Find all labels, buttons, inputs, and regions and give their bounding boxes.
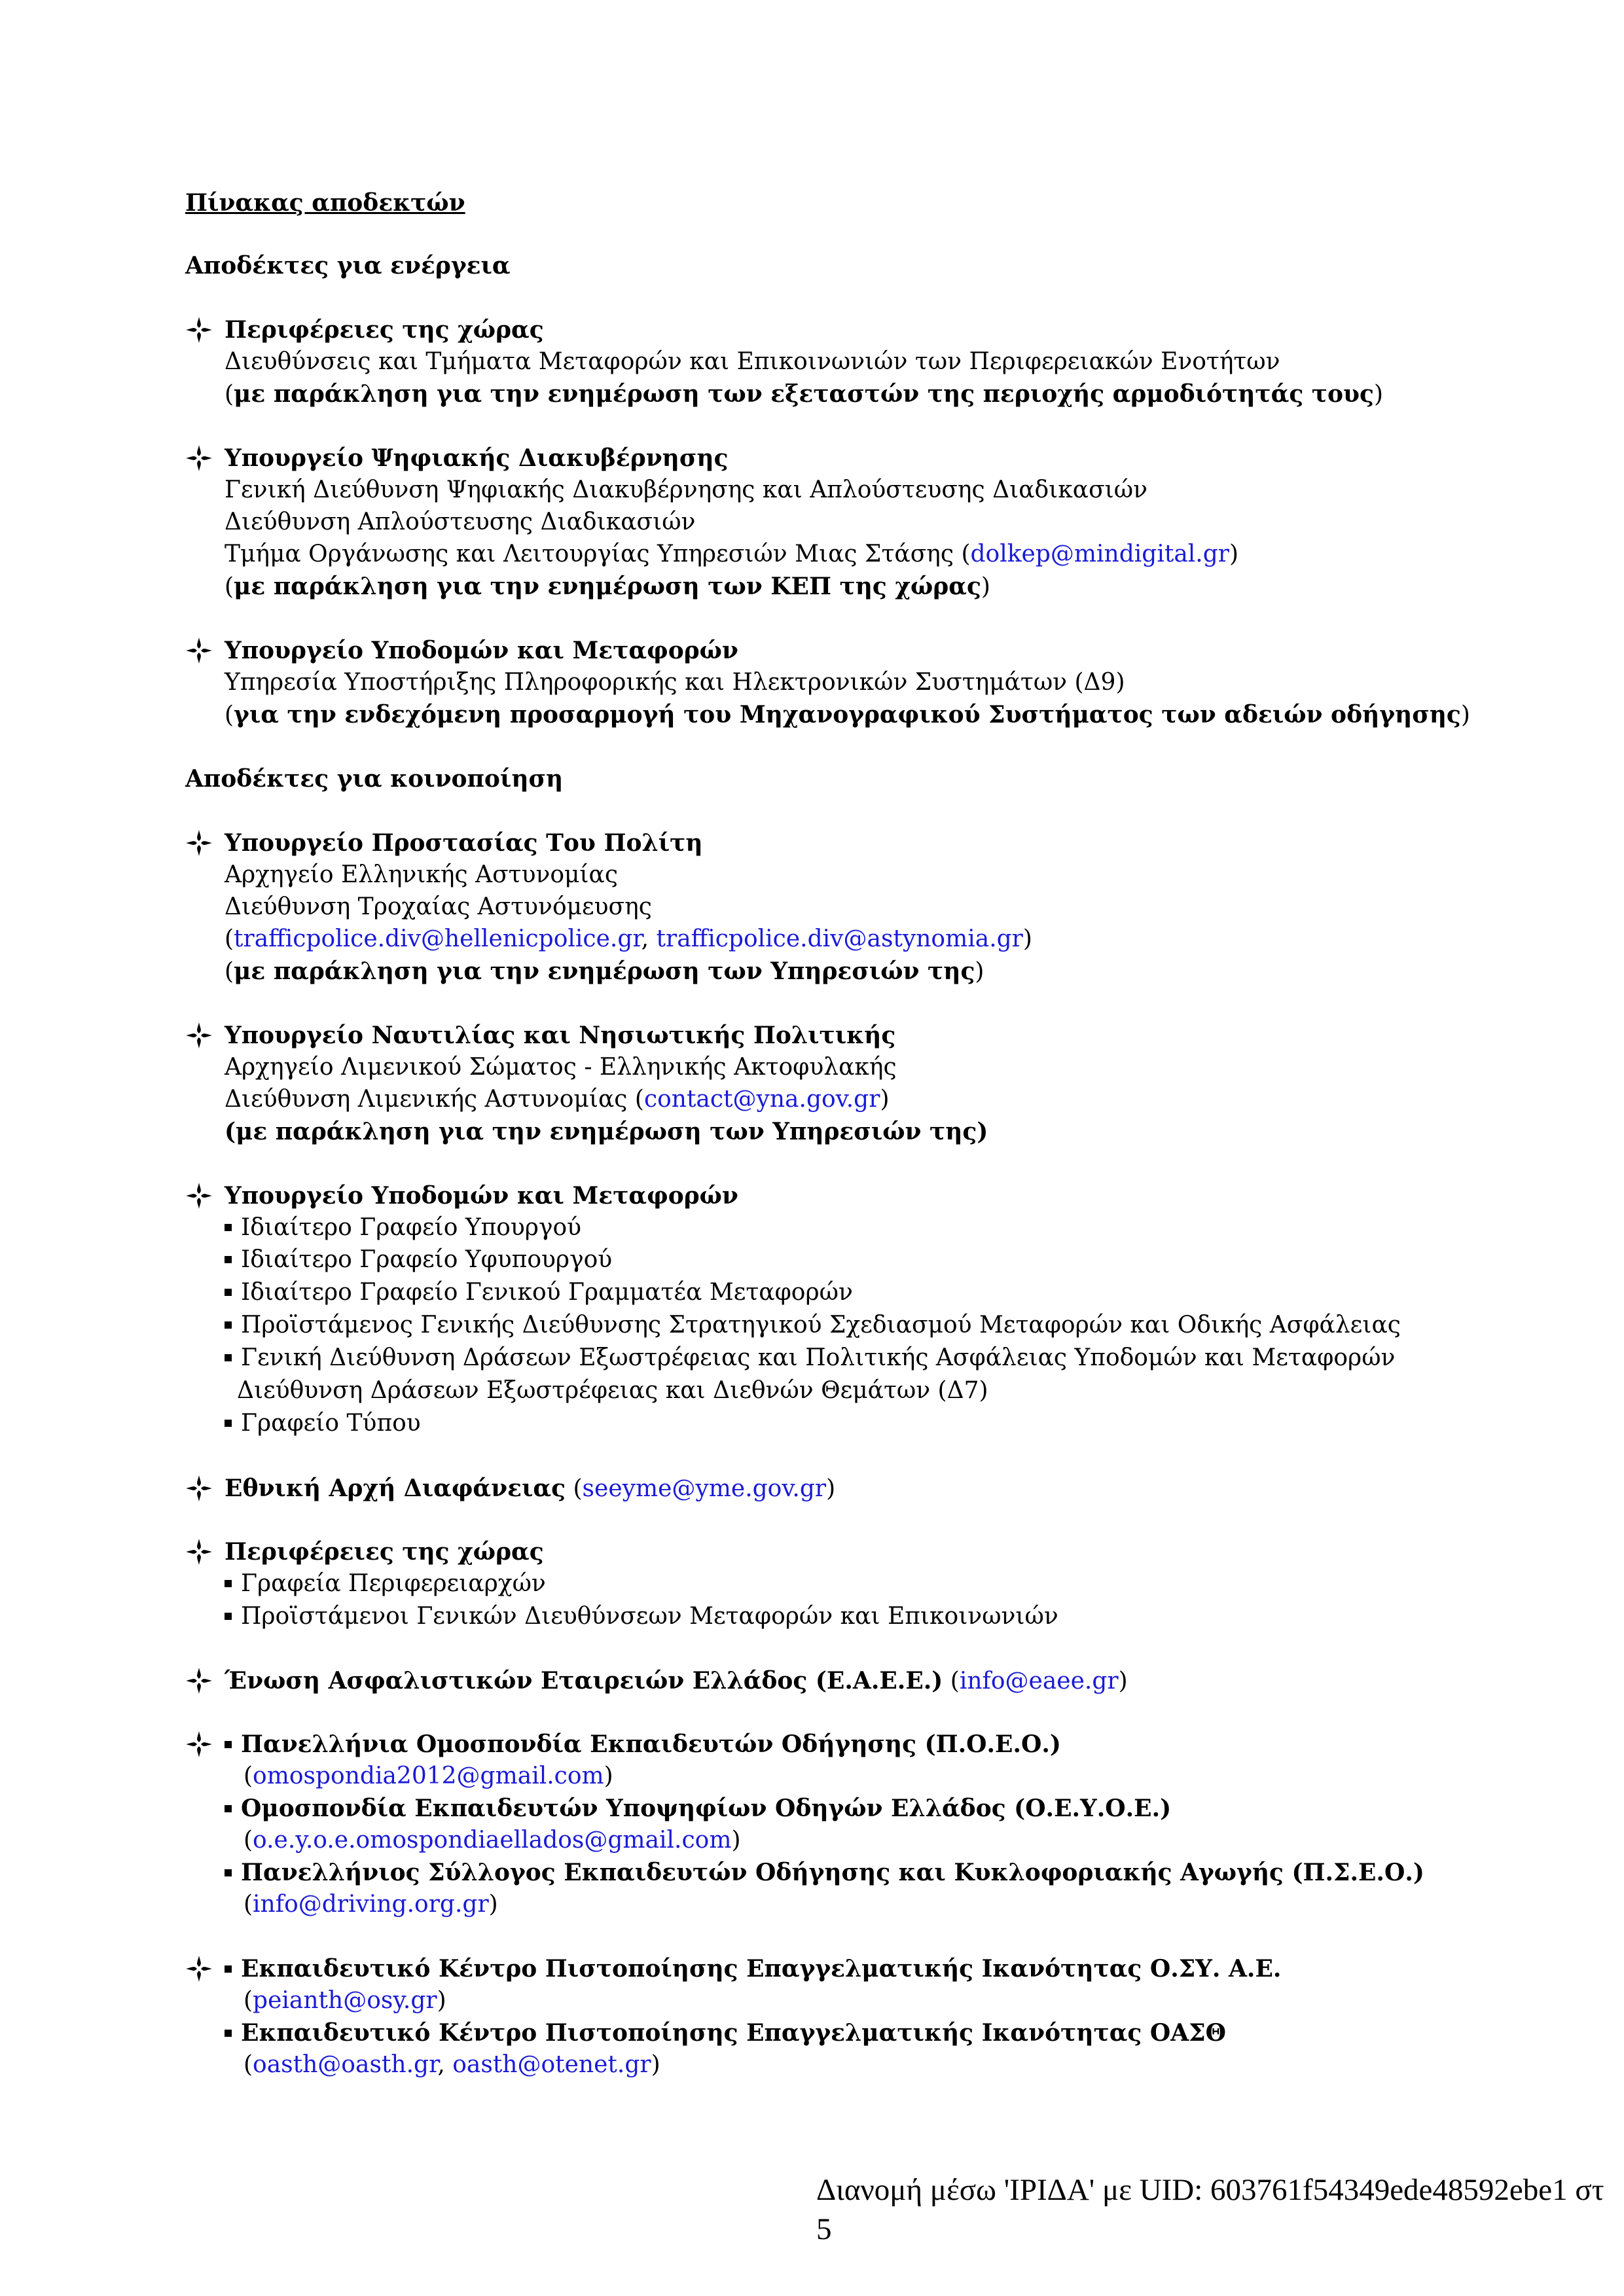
group-line: Διευθύνσεις και Τμήματα Μεταφορών και Επικοινωνιών των Περιφερειακών Ενοτήτων [225,348,1280,375]
list-item: Ιδιαίτερο Γραφείο Γενικού Γραμματέα Μεταφορών [225,1276,853,1309]
square-bullet-icon [225,1965,232,1973]
list-item: Ιδιαίτερο Γραφείο Υπουργού [225,1211,581,1244]
list-item: Ομοσπονδία Εκπαιδευτών Υποψηφίων Οδηγών Ελλάδος (Ο.Ε.Υ.Ο.Ε.) [225,1792,1171,1825]
group-line: Υπηρεσία Υποστήριξης Πληροφορικής και Ηλεκτρονικών Συστημάτων (Δ9) [225,669,1125,696]
email-link[interactable]: omospondia2012@gmail.com [253,1763,604,1789]
group-title: Υπουργείο Προστασίας Του Πολίτη [225,829,703,857]
email-link[interactable]: trafficpolice.div@astynomia.gr [656,925,1023,952]
group-note: (για την ενδεχόμενη προσαρμογή του Μηχανογραφικού Συστήματος των αδειών οδήγησης) [225,701,1470,728]
diamond-bullet-icon [185,1731,213,1758]
page-number: 5 [816,2212,832,2246]
group-line: Διεύθυνση Λιμενικής Αστυνομίας (contact@yna.gov.gr) [225,1086,890,1113]
group-title: Ένωση Ασφαλιστικών Εταιρειών Ελλάδος (Ε.Α.Ε.Ε.) (info@eaee.gr) [225,1667,1128,1695]
group-title: Υπουργείο Ναυτιλίας και Νησιωτικής Πολιτικής [225,1022,896,1049]
group-title: Υπουργείο Υποδομών και Μεταφορών [225,1182,738,1210]
square-bullet-icon [225,1805,232,1812]
list-item: Προϊστάμενος Γενικής Διεύθυνσης Στρατηγικού Σχεδιασμού Μεταφορών και Οδικής Ασφάλειας [225,1309,1401,1342]
square-bullet-icon [225,1869,232,1876]
diamond-bullet-icon [185,637,213,664]
email-link[interactable]: trafficpolice.div@hellenicpolice.gr [234,925,641,952]
list-item: Ιδιαίτερο Γραφείο Υφυπουργού [225,1244,612,1276]
diamond-bullet-icon [185,444,213,472]
group-emails: (o.e.y.o.e.omospondiaellados@gmail.com) [244,1827,741,1854]
email-link[interactable]: oasth@oasth.gr [253,2051,438,2078]
group-title: Περιφέρειες της χώρας [225,1538,544,1566]
group-title: Υπουργείο Υποδομών και Μεταφορών [225,637,738,664]
email-link[interactable]: peianth@osy.gr [253,1987,437,2014]
group-note: (με παράκληση για την ενημέρωση των ΚΕΠ της χώρας) [225,573,990,600]
email-link[interactable]: info@driving.org.gr [253,1891,489,1918]
group-emails: (omospondia2012@gmail.com) [244,1763,613,1789]
group-line: Αρχηγείο Λιμενικού Σώματος - Ελληνικής Ακτοφυλακής [225,1054,897,1081]
list-item: Γραφεία Περιφερειαρχών [225,1568,546,1600]
email-link[interactable]: o.e.y.o.e.omospondiaellados@gmail.com [253,1827,732,1854]
group-line: Διεύθυνση Απλούστευσης Διαδικασιών [225,509,696,535]
email-link[interactable]: seeyme@yme.gov.gr [582,1475,827,1502]
square-bullet-icon [225,1741,232,1748]
group-note: (με παράκληση για την ενημέρωση των εξεταστών της περιοχής αρμοδιότητάς τους) [225,380,1383,408]
square-bullet-icon [225,1354,232,1361]
diamond-bullet-icon [185,1022,213,1049]
group-line: Γενική Διεύθυνση Ψηφιακής Διακυβέρνησης και Απλούστευσης Διαδικασιών [225,476,1148,503]
email-link[interactable]: info@eaee.gr [959,1668,1119,1695]
group-emails: (oasth@oasth.gr, oasth@otenet.gr) [244,2051,660,2078]
list-item: Προϊστάμενοι Γενικών Διευθύνσεων Μεταφορών και Επικοινωνιών [225,1600,1058,1633]
diamond-bullet-icon [185,829,213,857]
diamond-bullet-icon [185,1955,213,1982]
diamond-bullet-icon [185,316,213,344]
square-bullet-icon [225,1289,232,1296]
group-title: Υπουργείο Ψηφιακής Διακυβέρνησης [225,444,729,472]
distribution-footer: Διανομή μέσω 'ΙΡΙΔΑ' με UID: 603761f54349ede48592ebe1 στ [816,2173,1604,2207]
action-heading: Αποδέκτες για ενέργεια [185,252,511,279]
list-item: Πανελλήνια Ομοσπονδία Εκπαιδευτών Οδήγησης (Π.Ο.Ε.Ο.) [225,1728,1061,1761]
group-note: (με παράκληση για την ενημέρωση των Υπηρεσιών της) [225,958,984,985]
group-emails: (peianth@osy.gr) [244,1987,446,2014]
diamond-bullet-icon [185,1667,213,1695]
square-bullet-icon [225,2030,232,2037]
square-bullet-icon [225,1613,232,1620]
email-link[interactable]: dolkep@mindigital.gr [970,541,1229,567]
diamond-bullet-icon [185,1538,213,1566]
square-bullet-icon [225,1321,232,1329]
square-bullet-icon [225,1224,232,1231]
list-item: Γενική Διεύθυνση Δράσεων Εξωστρέφειας και Πολιτικής Ασφάλειας Υποδομών και Μεταφορών [225,1342,1395,1374]
group-title: Περιφέρειες της χώρας [225,316,544,344]
group-line: Διεύθυνση Τροχαίας Αστυνόμευσης [225,893,652,920]
email-link[interactable]: oasth@otenet.gr [452,2051,651,2078]
group-title: Εθνική Αρχή Διαφάνειας (seeyme@yme.gov.gr) [225,1475,836,1502]
group-line: Τμήμα Οργάνωσης και Λειτουργίας Υπηρεσιών Μιας Στάσης (dolkep@mindigital.gr) [225,541,1239,567]
diamond-bullet-icon [185,1182,213,1210]
square-bullet-icon [225,1420,232,1427]
cc-heading: Αποδέκτες για κοινοποίηση [185,765,564,793]
group-emails: (info@driving.org.gr) [244,1891,498,1918]
page-title: Πίνακας αποδεκτών [185,189,465,217]
list-item: Γραφείο Τύπου [225,1407,421,1440]
email-link[interactable]: contact@yna.gov.gr [643,1086,880,1113]
diamond-bullet-icon [185,1475,213,1502]
list-item-continuation: Διεύθυνση Δράσεων Εξωστρέφειας και Διεθνών Θεμάτων (Δ7) [237,1377,988,1404]
group-emails: (trafficpolice.div@hellenicpolice.gr, trafficpolice.div@astynomia.gr) [225,925,1032,952]
square-bullet-icon [225,1256,232,1263]
group-line: Αρχηγείο Ελληνικής Αστυνομίας [225,861,619,888]
list-item: Πανελλήνιος Σύλλογος Εκπαιδευτών Οδήγησης και Κυκλοφοριακής Αγωγής (Π.Σ.Ε.Ο.) [225,1856,1424,1889]
group-note: (με παράκληση για την ενημέρωση των Υπηρεσιών της) [225,1118,988,1145]
list-item: Εκπαιδευτικό Κέντρο Πιστοποίησης Επαγγελματικής Ικανότητας Ο.ΣΥ. Α.Ε. [225,1952,1281,1985]
list-item: Εκπαιδευτικό Κέντρο Πιστοποίησης Επαγγελματικής Ικανότητας ΟΑΣΘ [225,2017,1226,2049]
square-bullet-icon [225,1580,232,1587]
